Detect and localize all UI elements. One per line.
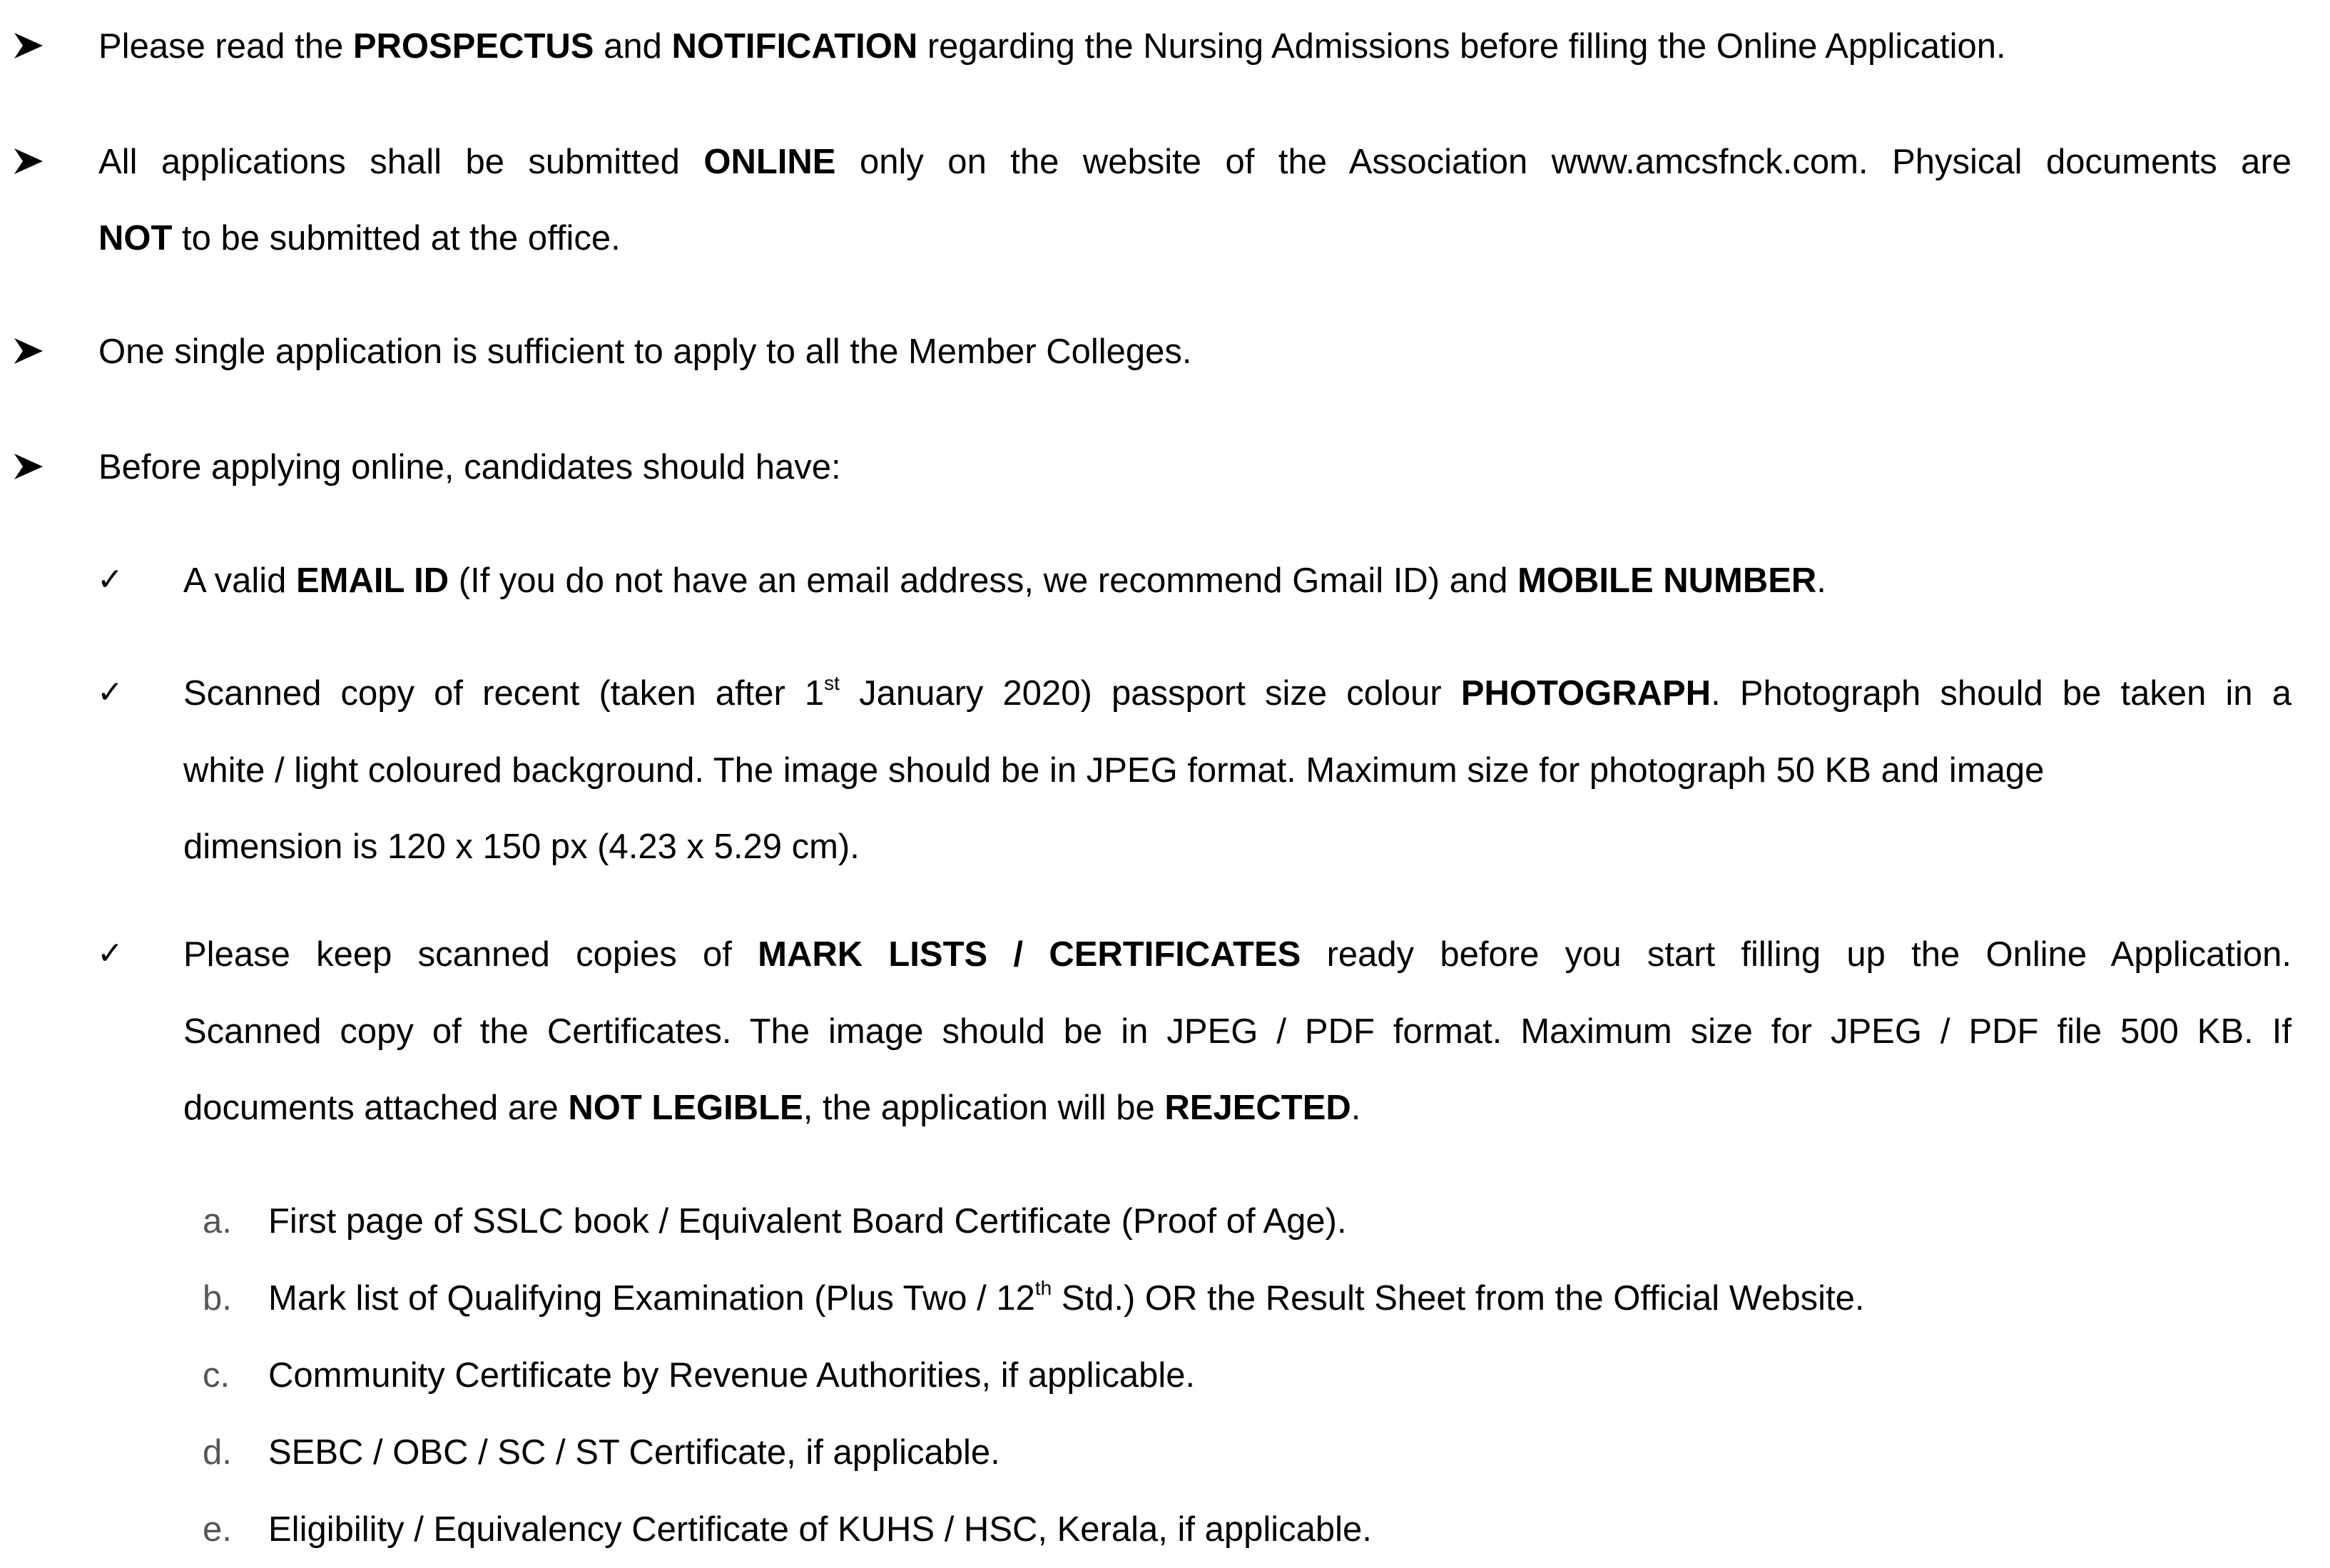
check-item-2-line-3: dimension is 120 x 150 px (4.23 x 5.29 cm). <box>183 828 860 866</box>
bullet-item-1: Please read the PROSPECTUS and NOTIFICATION regarding the Nursing Admissions before filling the Online Application. <box>98 27 2006 66</box>
list-marker: c. <box>203 1356 230 1395</box>
check-item-1: A valid EMAIL ID (If you do not have an email address, we recommend Gmail ID) and MOBILE NUMBER. <box>183 561 1826 600</box>
arrowhead-bullet-icon <box>13 335 44 367</box>
list-item-d: SEBC / OBC / SC / ST Certificate, if applicable. <box>268 1433 1000 1472</box>
bullet-item-3: One single application is sufficient to apply to all the Member Colleges. <box>98 332 1192 371</box>
arrowhead-bullet-icon <box>13 451 44 482</box>
bullet-item-4: Before applying online, candidates should have: <box>98 448 841 487</box>
check-item-2-line-2: white / light coloured background. The image should be in JPEG format. Maximum size for photograph 50 KB and image <box>183 751 2045 790</box>
check-item-2-line-1: Scanned copy of recent (taken after 1st January 2020) passport size colour PHOTOGRAPH. Photograph should be taken in a <box>183 671 2291 713</box>
list-marker: b. <box>203 1279 232 1318</box>
check-item-3-line-1: Please keep scanned copies of MARK LISTS / CERTIFICATES ready before you start filling up the Online Application. <box>183 935 2291 974</box>
arrowhead-bullet-icon <box>13 30 44 61</box>
list-item-b: Mark list of Qualifying Examination (Plus Two / 12th Std.) OR the Result Sheet from the Official Website. <box>268 1276 1865 1318</box>
check-item-3-line-2: Scanned copy of the Certificates. The image should be in JPEG / PDF format. Maximum size for JPEG / PDF file 500 KB. If <box>183 1012 2291 1051</box>
bullet-item-2-line-2: NOT to be submitted at the office. <box>98 219 621 258</box>
list-item-c: Community Certificate by Revenue Authorities, if applicable. <box>268 1356 1196 1395</box>
list-marker: e. <box>203 1510 232 1549</box>
list-item-a: First page of SSLC book / Equivalent Board Certificate (Proof of Age). <box>268 1202 1347 1241</box>
checkmark-icon: ✓ <box>97 935 123 972</box>
list-marker: a. <box>203 1202 232 1241</box>
arrowhead-bullet-icon <box>13 146 44 177</box>
bullet-item-2-line-1: All applications shall be submitted ONLINE only on the website of the Association www.amcsfnck.com. Physical documents are <box>98 143 2291 181</box>
check-item-3-line-3: documents attached are NOT LEGIBLE, the application will be REJECTED. <box>183 1089 1361 1127</box>
list-marker: d. <box>203 1433 232 1472</box>
list-item-e: Eligibility / Equivalency Certificate of KUHS / HSC, Kerala, if applicable. <box>268 1510 1372 1549</box>
checkmark-icon: ✓ <box>97 561 123 598</box>
checkmark-icon: ✓ <box>97 674 123 711</box>
